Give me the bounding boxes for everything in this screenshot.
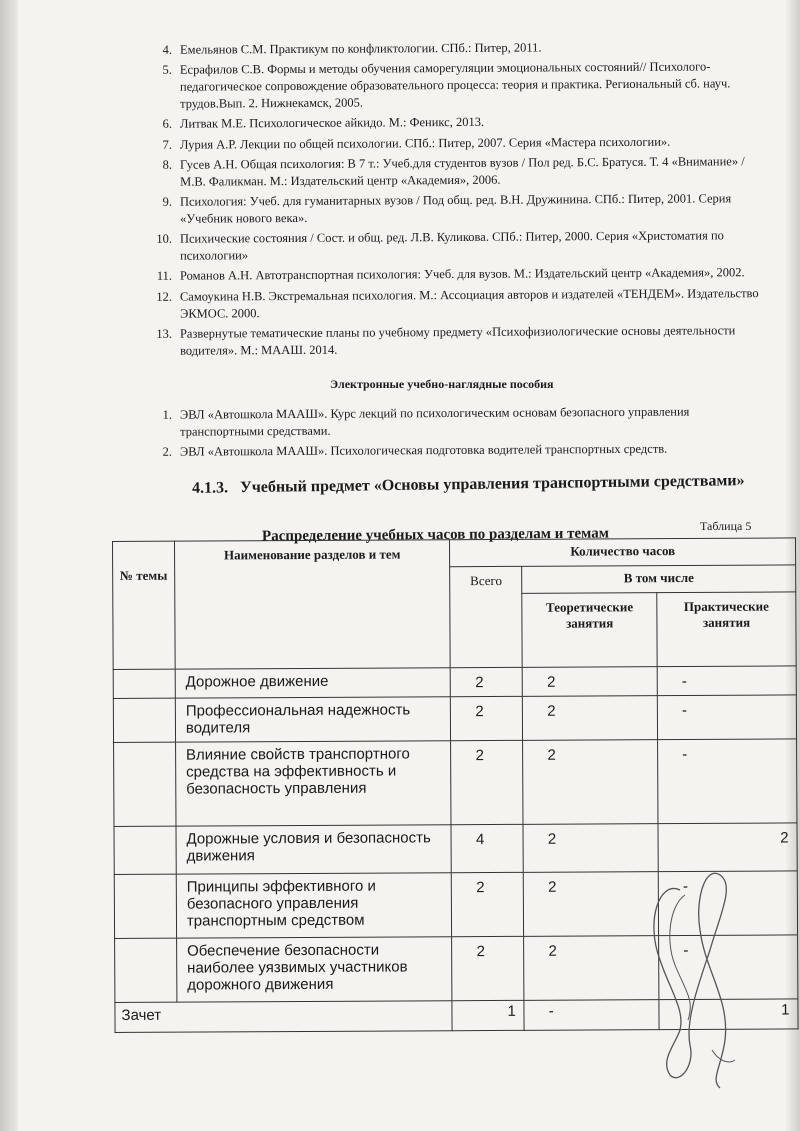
bibliography-item: 8. Гусев А.Н. Общая психология: В 7 т.: Учеб.для студентов вузов / Пол ред. Б.С. Братуся. Т. 4 «Внимание» / М.В. Фаликман. М.: Издательский центр «Академия», 2006. [162, 153, 745, 189]
header-theory: Теоретические занятия [522, 593, 657, 668]
electronic-aids-heading: Электронные учебно-наглядные пособия [330, 377, 554, 391]
row-total: 2 [451, 696, 523, 740]
row-practice: - [658, 739, 797, 824]
bibliography-item: 6. Литвак М.Е. Психологическое айкидо. М.: Феникс, 2013. [162, 115, 485, 132]
row-number-cell [114, 742, 176, 826]
row-topic-name: Дорожные условия и безопасность движения [176, 825, 452, 874]
final-practice: 1 [659, 999, 798, 1030]
electronic-aid-item: 2. ЭВЛ «Автошкола МААШ». Психологическая подготовка водителей транспортных средств. [162, 441, 668, 459]
row-topic-name: Принципы эффективного и безопасного управления транспортным средством [176, 873, 452, 938]
row-theory: 2 [523, 696, 658, 741]
handwritten-signature [640, 860, 750, 1090]
bibliography-item: 13. Развернутые тематические планы по учебному предмету «Психофизиологические основы деятельности водителя». М.: МААШ. 2014. [156, 322, 736, 358]
row-theory: 2 [524, 872, 659, 937]
row-practice: - [659, 935, 798, 1000]
section-title: 4.1.3. Учебный предмет «Основы управления транспортными средствами» [191, 472, 745, 497]
row-practice: - [658, 871, 797, 936]
header-topic-name: Наименование разделов и тем [174, 540, 450, 669]
row-total: 2 [451, 740, 523, 824]
row-number-cell [113, 669, 175, 698]
row-total: 4 [451, 824, 523, 872]
row-theory: 2 [522, 667, 657, 697]
row-practice: 2 [658, 823, 797, 872]
row-topic-name: Дорожное движение [175, 668, 451, 698]
table-row [114, 739, 797, 827]
electronic-aids-list [140, 405, 760, 462]
row-topic-name: Обеспечение безопасности наиболее уязвимых участников дорожного движения [176, 937, 452, 1002]
row-topic-name: Влияние свойств транспортного средства на эффективность и безопасность управления [175, 741, 451, 826]
row-topic-name: Профессиональная надежность водителя [175, 697, 451, 742]
final-theory: - [524, 1000, 659, 1031]
bibliography-item: 4. Емельянов С.М. Практикум по конфликтологии. СПб.: Питер, 2011. [162, 40, 542, 57]
bibliography-item: 5. Есрафилов С.В. Формы и методы обучения саморегуляции эмоциональных состояний// Психолого-педагогическое сопровождение образовательного процесса: теория и практика. Региональный сб. науч. трудов.Вып. 2. Нижнекамск, 2005. [162, 59, 731, 111]
table-number-label: Таблица 5 [700, 519, 752, 533]
final-total: 1 [452, 1000, 524, 1030]
header-including: В том числе [522, 565, 796, 593]
row-practice: - [657, 695, 796, 740]
row-number-cell [114, 874, 176, 938]
table-row [113, 695, 796, 743]
bibliography-item: 11. Романов А.Н. Автотранспортная психология: Учеб. для вузов. М.: Издательский центр «Академия», 2002. [156, 265, 745, 284]
row-theory: 2 [524, 936, 659, 1001]
header-practice: Практические занятия [657, 592, 796, 667]
header-total: Всего [450, 566, 522, 667]
bibliography-item: 10. Психические состояния / Сост. и общ. ред. Л.В. Куликова. СПб.: Питер, 2000. Серия «Христоматия по психологии» [156, 228, 724, 263]
electronic-aid-item: 1. ЭВЛ «Автошкола МААШ». Курс лекций по психологическим основам безопасного управления транспортными средствами. [162, 404, 690, 439]
row-total: 2 [451, 667, 523, 696]
header-topic-number: № темы [113, 541, 176, 669]
row-number-cell [113, 698, 175, 742]
bibliography-item: 12. Самоукина Н.В. Экстремальная психология. М.: Ассоциация авторов и издателей «ТЕНДЕМ». Издательство ЭКМОС. 2000. [156, 285, 759, 321]
scan-edge-left [0, 0, 18, 1131]
bibliography-item: 9. Психология: Учеб. для гуманитарных вузов / Под общ. ред. В.Н. Дружинина. СПб.: Питер, 2001. Серия «Учебник нового века». [162, 191, 732, 226]
row-total: 2 [452, 936, 524, 1000]
row-number-cell [115, 938, 177, 1002]
row-total: 2 [452, 872, 524, 936]
header-hours: Количество часов [450, 538, 796, 567]
bibliography-item: 7. Лурия А.Р. Лекции по общей психологии. СПб.: Питер, 2007. Серия «Мастера психологии». [162, 134, 671, 152]
table-row [113, 666, 796, 699]
table-caption: Распределение учебных часов по разделам и темам [261, 525, 610, 545]
row-practice: - [657, 666, 796, 696]
row-theory: 2 [523, 824, 658, 873]
row-theory: 2 [523, 740, 658, 825]
bibliography-list [140, 40, 770, 361]
final-row-label: Зачет [115, 1001, 453, 1033]
row-number-cell [114, 826, 176, 874]
